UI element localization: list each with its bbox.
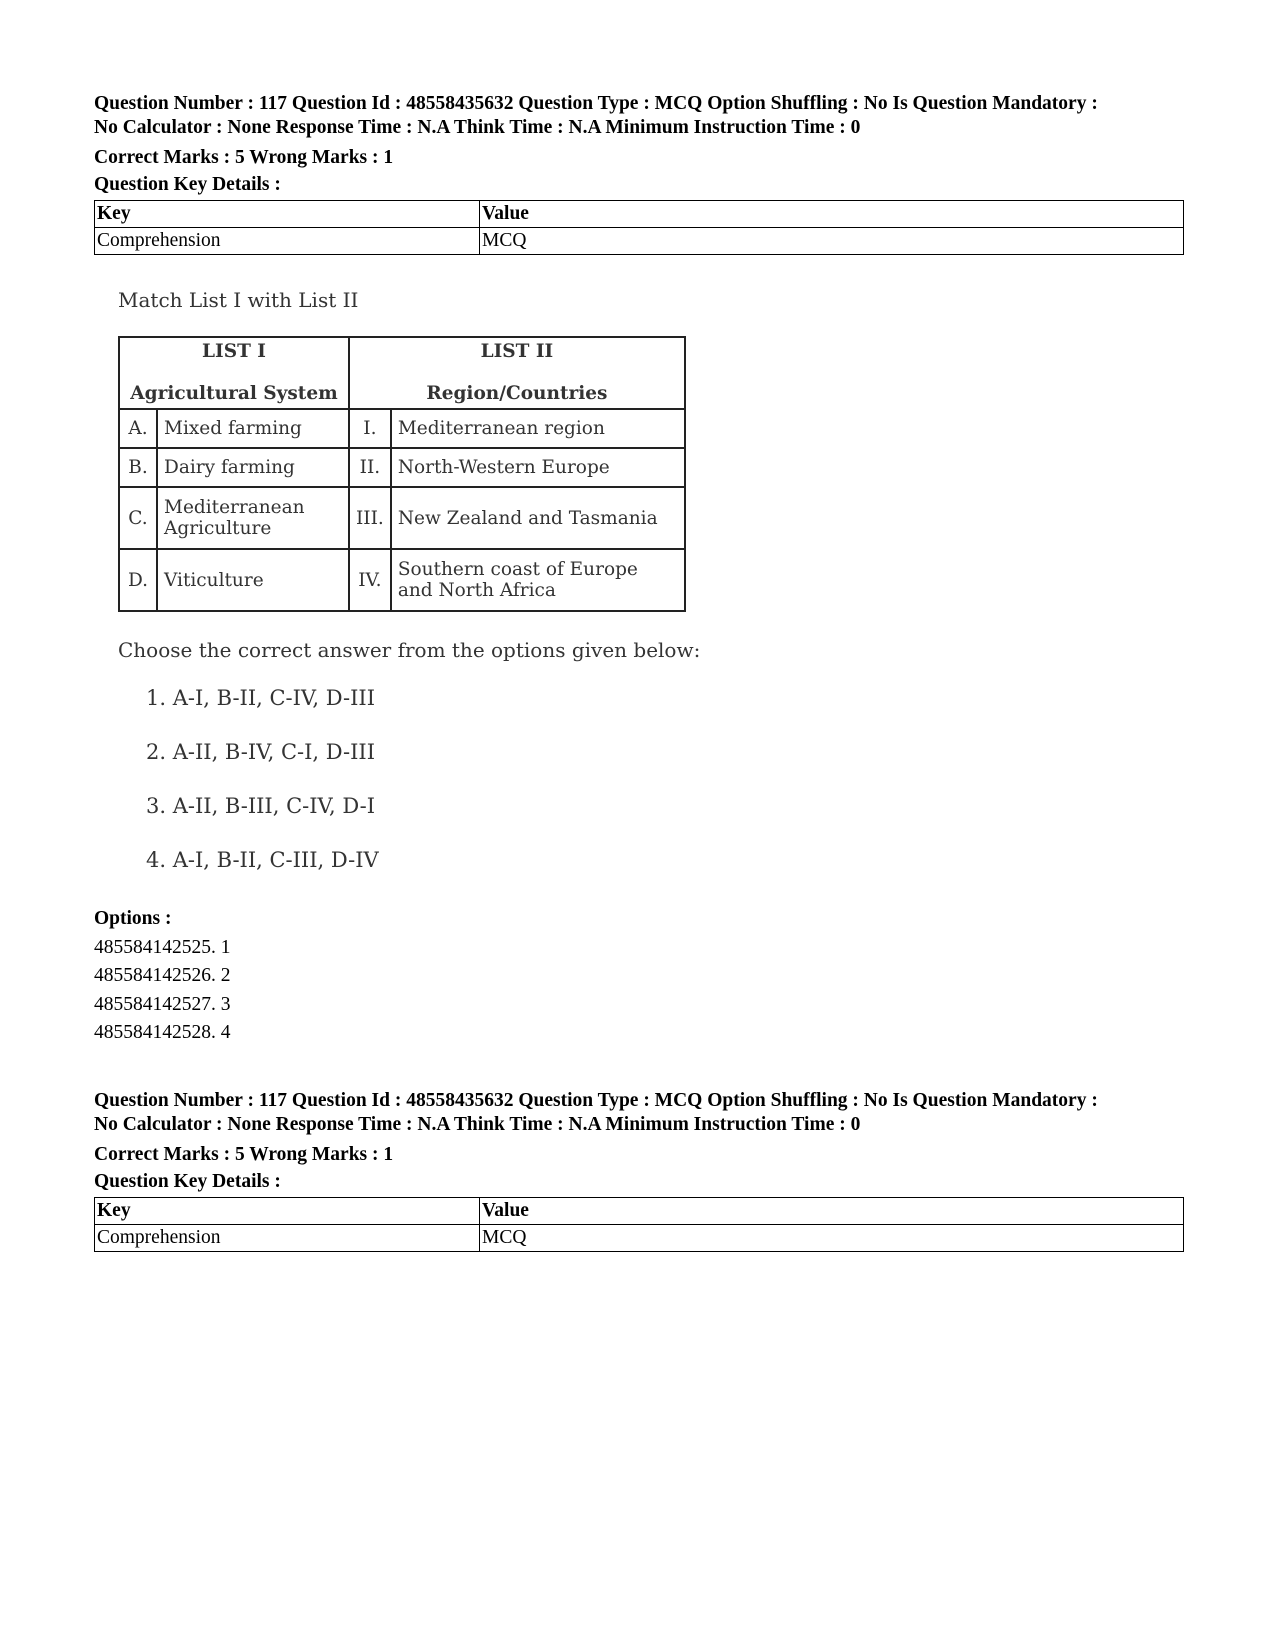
match-lists-table (118, 336, 686, 612)
list1-subtitle: Agricultural System (130, 383, 338, 404)
list2-title: LIST II (480, 341, 554, 362)
answer-choice: 1. A-I, B-II, C-IV, D-III (146, 686, 375, 710)
question-prompt: Match List I with List II (118, 288, 359, 312)
list1-header (119, 337, 349, 409)
list1-item: Mixed farming (157, 409, 349, 448)
table-header-key: Key (95, 1198, 480, 1225)
table-header-value: Value (480, 201, 1184, 228)
option-item: 485584142527. 3 (94, 993, 231, 1015)
key-details-label: Question Key Details : (94, 1171, 281, 1192)
list1-letter: D. (119, 549, 157, 611)
table-row (95, 1225, 1184, 1252)
question-metadata (94, 92, 1194, 140)
match-row (119, 549, 685, 611)
key-details-table (94, 200, 1184, 255)
table-header-row (95, 201, 1184, 228)
metadata-line-2: No Calculator : None Response Time : N.A Think Time : N.A Minimum Instruction Time : 0 (94, 117, 861, 138)
list2-header (349, 337, 685, 409)
match-row (119, 448, 685, 487)
table-header-key: Key (95, 201, 480, 228)
list1-letter: A. (119, 409, 157, 448)
table-header-row (95, 1198, 1184, 1225)
match-table-header-row (119, 337, 685, 409)
marks-line: Correct Marks : 5 Wrong Marks : 1 (94, 1144, 394, 1165)
list1-item: Viticulture (157, 549, 349, 611)
marks-line: Correct Marks : 5 Wrong Marks : 1 (94, 147, 394, 168)
key-details-label: Question Key Details : (94, 174, 281, 195)
options-block (94, 905, 231, 1048)
list2-numeral: IV. (349, 549, 391, 611)
metadata-line-1: Question Number : 117 Question Id : 48558435632 Question Type : MCQ Option Shuffling : No Is Question Mandatory : (94, 1090, 1098, 1111)
option-item: 485584142526. 2 (94, 965, 231, 986)
metadata-line-1: Question Number : 117 Question Id : 48558435632 Question Type : MCQ Option Shuffling : No Is Question Mandatory : (94, 93, 1098, 114)
list2-region: Mediterranean region (391, 409, 685, 448)
answer-choice: 3. A-II, B-III, C-IV, D-I (146, 794, 375, 818)
list1-letter: C. (119, 487, 157, 549)
list2-numeral: III. (349, 487, 391, 549)
list2-region: New Zealand and Tasmania (391, 487, 685, 549)
list2-numeral: II. (349, 448, 391, 487)
table-cell-value: MCQ (480, 228, 1184, 255)
metadata-line-2: No Calculator : None Response Time : N.A Think Time : N.A Minimum Instruction Time : 0 (94, 1114, 861, 1135)
choose-instruction: Choose the correct answer from the options given below: (118, 638, 701, 662)
table-header-value: Value (480, 1198, 1184, 1225)
list1-item: Mediterranean Agriculture (157, 487, 349, 549)
option-item: 485584142525. 1 (94, 936, 231, 958)
list1-letter: B. (119, 448, 157, 487)
question-header-block-2 (94, 1089, 1194, 1252)
table-row (95, 228, 1184, 255)
list2-numeral: I. (349, 409, 391, 448)
key-details-table (94, 1197, 1184, 1252)
question-metadata (94, 1089, 1194, 1137)
answer-choices-list (146, 684, 818, 900)
list1-title: LIST I (202, 341, 266, 362)
answer-choice: 4. A-I, B-II, C-III, D-IV (146, 848, 379, 872)
answer-choice: 2. A-II, B-IV, C-I, D-III (146, 740, 375, 764)
table-cell-key: Comprehension (95, 228, 480, 255)
list1-item: Dairy farming (157, 448, 349, 487)
question-header-block-1 (94, 92, 1194, 255)
options-label: Options : (94, 908, 172, 929)
list2-subtitle: Region/Countries (426, 383, 608, 404)
table-cell-key: Comprehension (95, 1225, 480, 1252)
list2-region: Southern coast of Europe and North Africa (391, 549, 685, 611)
table-cell-value: MCQ (480, 1225, 1184, 1252)
match-row (119, 409, 685, 448)
option-item: 485584142528. 4 (94, 1022, 231, 1043)
match-row (119, 487, 685, 549)
question-content (118, 288, 818, 900)
list2-region: North-Western Europe (391, 448, 685, 487)
